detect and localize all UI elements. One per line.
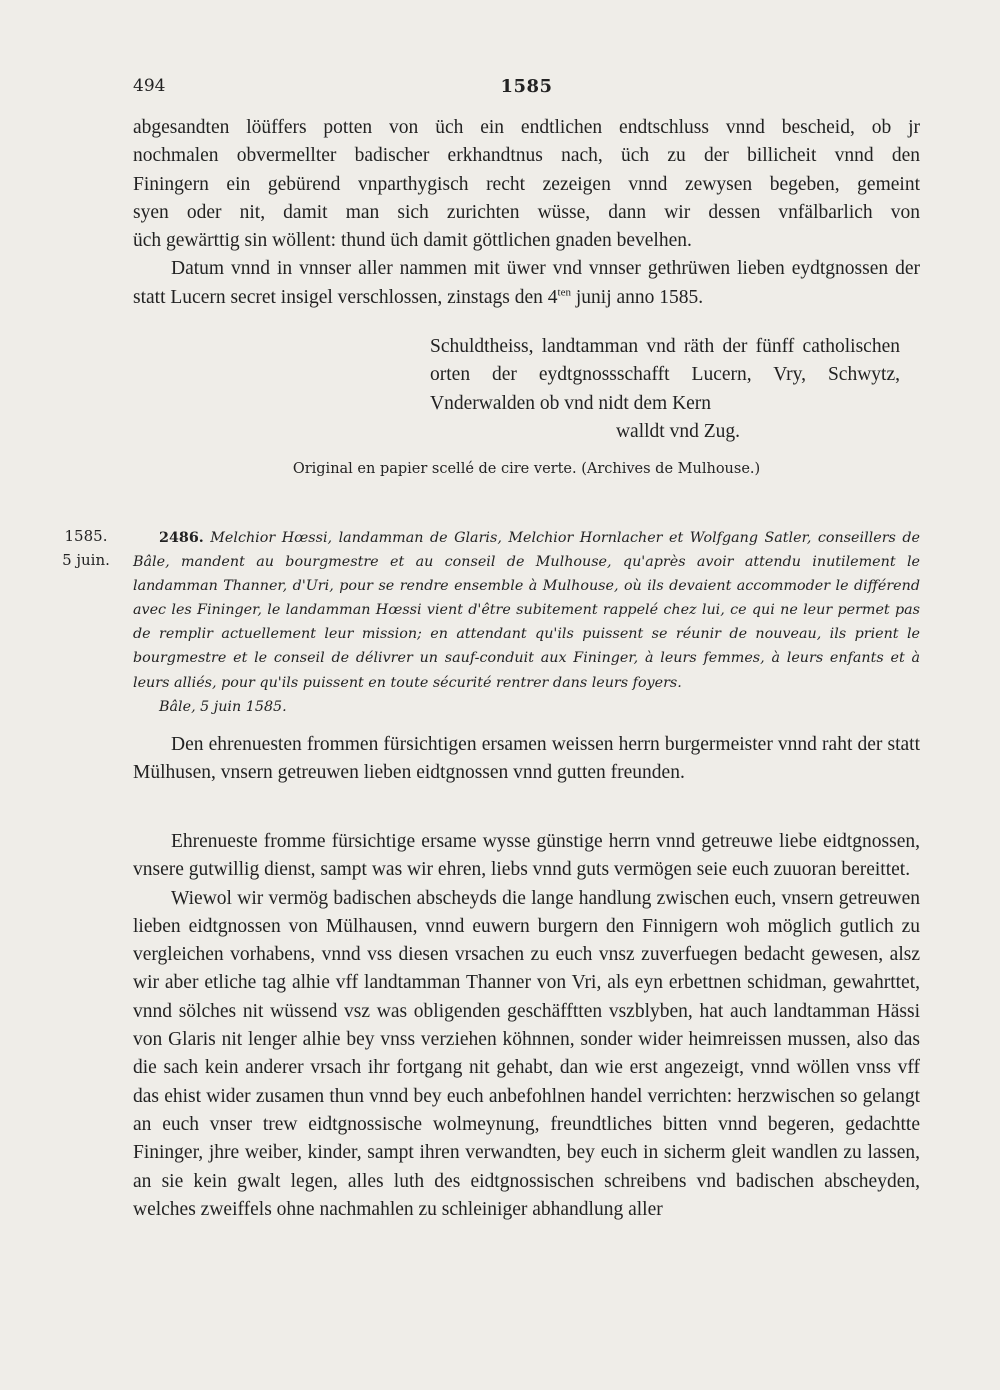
datum-text: Datum vnnd in vnnser aller nammen mit üwer vnd vnnser gethrüwen lieben eydtgnossen der statt Lucern secret insigel verschlossen, zinstags den 4 <box>133 258 920 308</box>
text-line: üch gewärttig sin wöllent: thund üch damit göttlichen gnaden bevelhen. <box>133 230 692 252</box>
page-header <box>133 76 920 100</box>
salutation-paragraph: Ehrenueste fromme fürsichtige ersame wysse günstige herrn vnnd getreuwe liebe eidtgnossen, vnsere gutwillig dienst, sampt was wir ehren, liebs vnnd guts vermögen seie euch zuuoran bereittet. <box>133 831 920 881</box>
body-paragraph: Wiewol wir vermög badischen abscheyds die lange handlung zwischen euch, vnsern getreuwen lieben eidtgnossen von Mülhausen, vnnd euwern burgern den Finnigern woh möglich gutlich zu vergleichen vorhabens, vnnd vss diesen vrsachen zu euch vnsz zuverfuegen bedacht gewesen, alsz wir aber etliche tag alhie vff landtamman Thanner von Vri, als eyn erbettnen schidman, gewahrttet, vnnd sölches nit wüssend vsz was obligenden geschäfftten vszblyben, hat auch landtamman Hässi von Glaris nit lenger alhie bey vnss verziehen köhnnen, sonder wider heimreissen mussen, also das die sach kein anderer vrsach ihr fortgang nit gehabt, dan wie erst angezeigt, vnnd wöllen vnss vff das ehist wider zusamen thun vnnd bey euch anbefohlnen handel verrichten: herzwischen so gelangt an euch vnser trew eidtgnossische wolmeynung, freundtliches bitten vnnd begeren, gedachtte Fininger, jhre weiber, kinder, sampt ihren verwandten, bey euch in sicherm gleit wandlen zu lassen, an sie kein gwalt legen, alles luth des eidtgnossischen schreibens vnd badischen abscheyden, welches zweiffels ohne nachmahlen zu schleiniger abhandlung aller <box>133 887 920 1220</box>
datum-superscript: ten <box>557 286 571 299</box>
page-number: 494 <box>133 76 166 96</box>
datum-text-end: junij anno 1585. <box>571 286 704 308</box>
text-line: abgesandten löüffers potten von üch ein endtlichen endtschluss vnnd bescheid, ob jr <box>133 117 920 138</box>
entry-place-date: Bâle, 5 juin 1585. <box>159 698 287 715</box>
entry-summary-text: Melchior Hœssi, landamman de Glaris, Melchior Hornlacher et Wolfgang Satler, conseillers de Bâle, mandent au bourgmestre et au conseil de Mulhouse, qu'après avoir attendu inutilement le landamman Thanner, d'Uri, pour se rendre ensemble à Mulhouse, où ils devaient accommoder le différend avec les Fininger, le landamman Hœssi vient d'être subitement rappelé chez lui, ce qui ne leur permet pas de remplir actuellement leur mission; en attendant qu'ils puissent se réunir de nouveau, ils prient le bourgmestre et le conseil de délivrer un sauf-conduit aux Fininger, à leurs femmes, à leurs enfants et à leurs alliés, pour qu'ils puissent en toute sécurité rentrer dans leurs foyers. <box>133 530 920 691</box>
entry-summary <box>133 526 920 719</box>
margin-date <box>56 524 116 572</box>
running-head-year: 1585 <box>500 76 553 97</box>
address-paragraph: Den ehrenuesten frommen fürsichtigen ersamen weissen herrn burgermeister vnnd raht der statt Mülhusen, vnsern getreuwen lieben eidtgnossen vnnd gutten freunden. <box>133 734 920 784</box>
letter-body <box>133 828 920 1224</box>
text-line: syen oder nit, damit man sich zurichten wüsse, dann wir dessen vnfälbarlich von <box>133 201 920 223</box>
signature-block <box>430 333 900 446</box>
text-line: Finingern ein gebürend vnparthygisch recht zezeigen vnnd zewysen begeben, gemeint <box>133 173 920 195</box>
datum-paragraph <box>133 255 920 312</box>
signature-text: Schuldtheiss, landtamman vnd räth der fünff catholischen orten der eydtgnossschafft Lucern, Vry, Schwytz, Vnderwalden ob vnd nidt dem Kern <box>430 336 900 414</box>
source-note: Original en papier scellé de cire verte. (Archives de Mulhouse.) <box>292 461 761 477</box>
text-line: nochmalen obvermellter badischer erkhandtnus nach, üch zu der billicheit vnnd den <box>133 145 920 167</box>
letter-continuation <box>133 114 920 312</box>
margin-year: 1585. <box>64 527 108 545</box>
margin-day: 5 juin. <box>62 551 110 569</box>
letter-address <box>133 731 920 788</box>
signature-last-line: walldt vnd Zug. <box>615 420 740 442</box>
entry-number: 2486. <box>159 530 204 546</box>
